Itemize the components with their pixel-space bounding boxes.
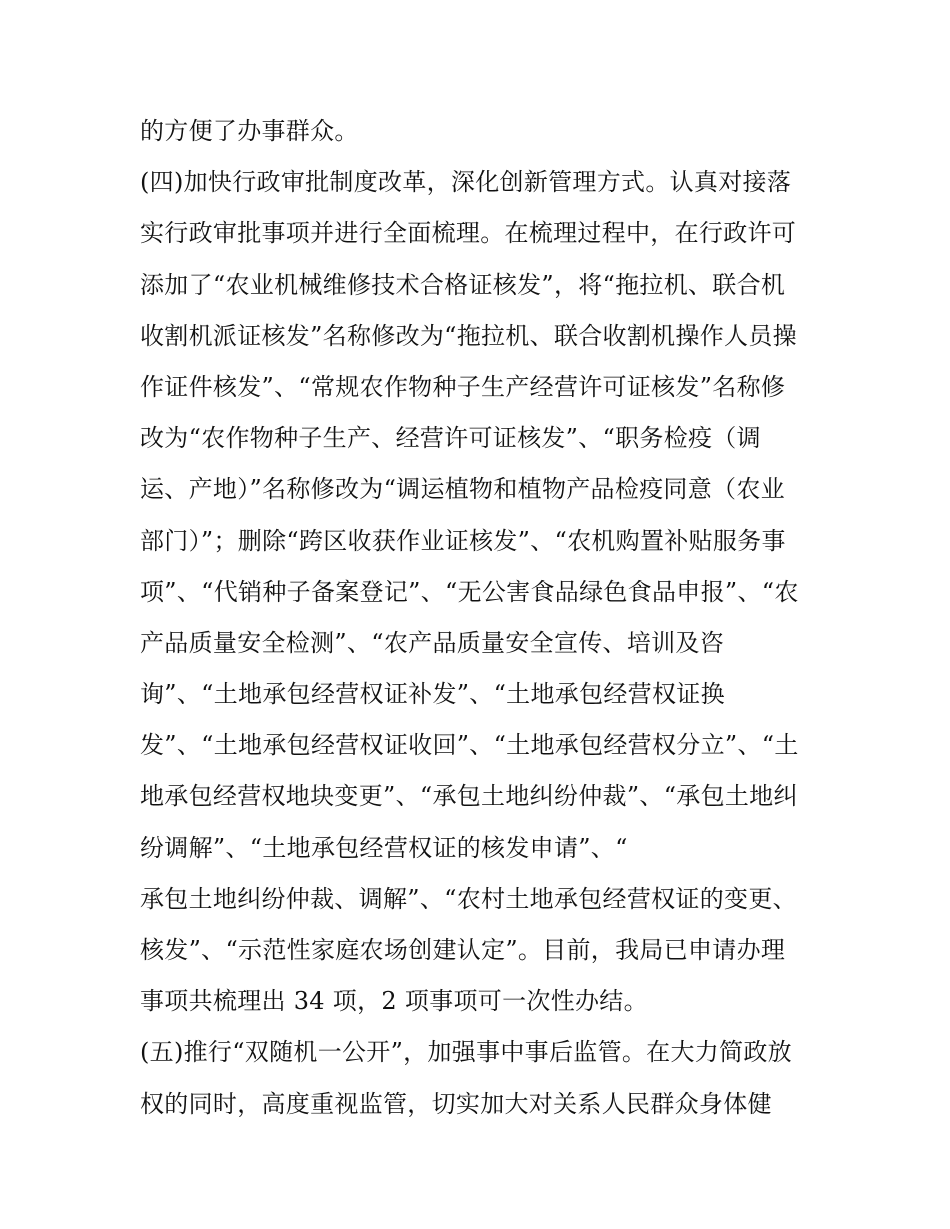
text-line: (五)推行“双随机一公开”，加强事中事后监管。在大力简政放 — [140, 1038, 792, 1067]
text-line: 改为“农作物种子生产、经营许可证核发”、“职务检疫（调 — [140, 424, 761, 453]
text-line: 实行政审批事项并进行全面梳理。在梳理过程中，在行政许可 — [140, 219, 797, 248]
text-line: (四)加快行政审批制度改革，深化创新管理方式。认真对接落 — [140, 168, 792, 197]
text-line: 收割机派证核发”名称修改为“拖拉机、联合收割机操作人员操 — [140, 321, 797, 350]
text-line: 的方便了办事群众。 — [140, 117, 359, 145]
text-line: 添加了“农业机械维修技术合格证核发”，将“拖拉机、联合机 — [140, 270, 786, 299]
text-line: 核发”、“示范性家庭农场创建认定”。目前，我局已申请办理 — [140, 936, 786, 964]
document-body — [140, 106, 840, 1130]
text-line: 发”、“土地承包经营权证收回”、“土地承包经营权分立”、“土 — [140, 731, 799, 760]
text-line: 产品质量安全检测”、“农产品质量安全宣传、培训及咨 — [140, 628, 725, 657]
text-line: 事项共梳理出 34 项，2 项事项可一次性办结。 — [140, 987, 648, 1016]
text-line: 项”、“代销种子备案登记”、“无公害食品绿色食品申报”、“农 — [140, 577, 799, 606]
text-line: 作证件核发”、“常规农作物种子生产经营许可证核发”名称修 — [140, 372, 786, 401]
text-line: 运、产地）”名称修改为“调运植物和植物产品检疫同意（农业 — [140, 475, 785, 504]
text-line: 承包土地纠纷仲裁、调解”、“农村土地承包经营权证的变更、 — [140, 884, 797, 913]
text-line: 部门）”；删除“跨区收获作业证核发”、“农机购置补贴服务事 — [140, 526, 786, 555]
text-line: 权的同时，高度重视监管，切实加大对关系人民群众身体健 — [140, 1089, 772, 1118]
text-line: 地承包经营权地块变更”、“承包土地纠纷仲裁”、“承包土地纠 — [140, 782, 798, 811]
text-line: 询”、“土地承包经营权证补发”、“土地承包经营权证换 — [140, 680, 725, 709]
text-line: 纷调解”、“土地承包经营权证的核发申请”、“ — [140, 833, 628, 862]
